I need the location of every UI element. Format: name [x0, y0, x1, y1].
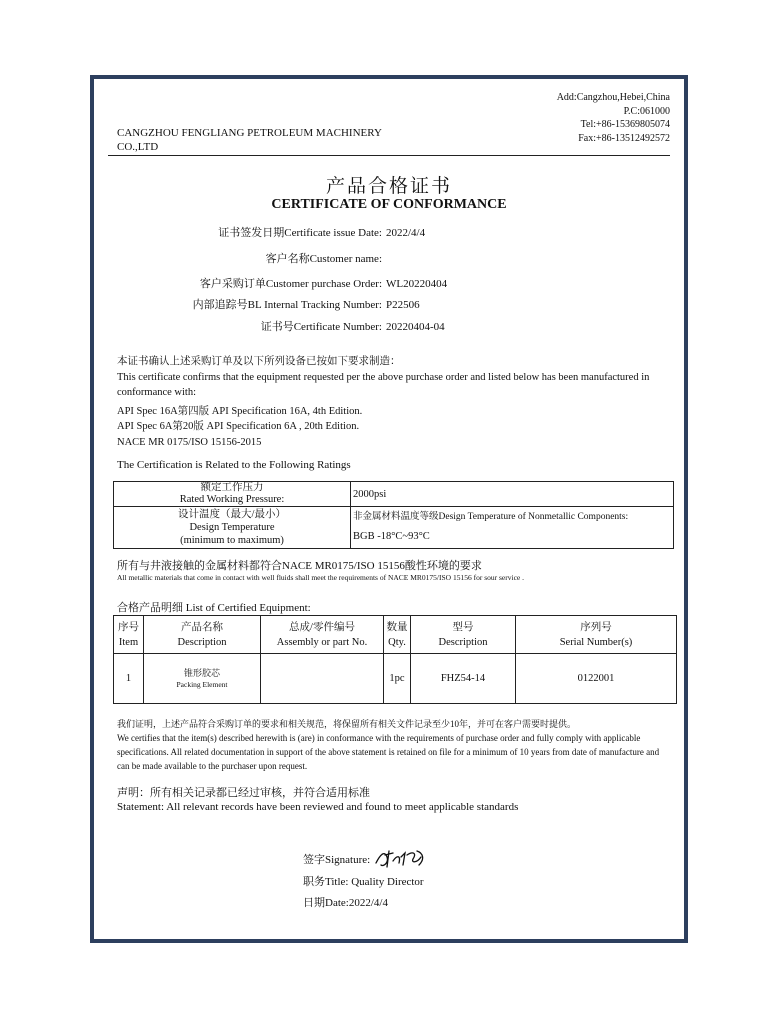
company-name: CANGZHOU FENGLIANG PETROLEUM MACHINERY CO.,LTD [117, 127, 382, 153]
date-line [303, 894, 388, 910]
nonmetal-label: 非金属材料温度等级Design Temperature of Nonmetallic Components: [353, 512, 629, 522]
row-item: 1 [114, 654, 144, 704]
signature-label: 签字Signature: [303, 854, 371, 867]
row-part-number [261, 654, 384, 704]
header-quantity: 数量 Qty. [384, 616, 411, 654]
temperature-label-range: (minimum to maximum) [180, 535, 284, 546]
fax-line: Fax:+86-13512492572 [578, 132, 670, 144]
certify-english: We certifies that the item(s) described herewith is (are) in conformance with the requirements of purchase order and fully comply with applicable specifications. All related documentation in support of the above statement is retained on file for a minimum of 10 years from date of manufacture and can be made available to the purchaser upon request. [117, 733, 660, 771]
statement-chinese: 声明：所有相关记录都已经过审核，并符合适用标准 [117, 787, 370, 799]
equipment-header-row [114, 616, 677, 654]
title-chinese: 产品合格证书 [325, 176, 452, 197]
header-serial: 序列号 Serial Number(s) [516, 616, 677, 654]
field-label: 客户名称Customer name: [265, 253, 382, 265]
postcode-line: P.C:061000 [623, 105, 670, 117]
title-english: CERTIFICATE OF CONFORMANCE [271, 197, 507, 212]
field-tracking-number [94, 296, 420, 312]
title-label: 职务Title: [303, 876, 349, 888]
header-part-number: 总成/零件编号 Assembly or part No. [261, 616, 384, 654]
title-line [303, 873, 424, 889]
company-address [557, 91, 670, 145]
field-purchase-order [94, 275, 447, 291]
pressure-label-cell [114, 482, 351, 507]
header-item: 序号 Item [114, 616, 144, 654]
certify-chinese: 我们证明，上述产品符合采购订单的要求和相关规范，将保留所有相关文件记录至少10年，并可在客户需要时提供。 [117, 719, 577, 729]
pressure-value: 2000psi [351, 482, 674, 507]
row-quantity: 1pc [384, 654, 411, 704]
header-divider [108, 155, 670, 156]
header-model: 型号 Description [411, 616, 516, 654]
ratings-table [113, 481, 674, 549]
title-value: Quality Director [351, 876, 424, 888]
temperature-value-cell [351, 507, 674, 549]
statement-english: Statement: All relevant records have been reviewed and found to meet applicable standards [117, 801, 519, 813]
table-row [114, 654, 677, 704]
row-description-en: Packing Element [176, 679, 228, 689]
intro-english: This certificate confirms that the equipment requested per the above purchase order and listed below has been manufactured in conformance with: [117, 371, 650, 398]
pressure-label-cn: 额定工作压力 [200, 482, 264, 493]
spec-16a: API Spec 16A第四版 API Specification 16A, 4th Edition. [117, 405, 363, 417]
field-value: 20220404-04 [386, 321, 445, 333]
nace-english: All metallic materials that come in contact with well fluids shall meet the requirements of NACE MR0175/ISO 15156 for sour service . [117, 573, 524, 582]
field-value: P22506 [386, 299, 420, 311]
certificate-frame [90, 75, 688, 943]
field-certificate-number [94, 318, 445, 334]
intro-section [117, 354, 657, 450]
spec-6a: API Spec 6A第20版 API Specification 6A , 20th Edition. [117, 421, 360, 432]
date-label: 日期Date: [303, 897, 349, 909]
field-label: 证书签发日期Certificate issue Date: [218, 227, 382, 239]
temperature-label-cell [114, 507, 351, 549]
row-description-cn: 锥形胶芯 [183, 667, 220, 678]
temperature-value: BGB -18°C~93°C [353, 531, 430, 542]
handwritten-signature [373, 847, 429, 874]
pressure-label-en: Rated Working Pressure: [179, 494, 285, 505]
row-serial: 0122001 [516, 654, 677, 704]
field-label: 证书号Certificate Number: [260, 321, 382, 333]
statement-section [117, 786, 518, 814]
field-issue-date [94, 224, 425, 240]
nace-chinese: 所有与井液接触的金属材料都符合NACE MR0175/ISO 15156酸性环境的要求 [117, 560, 482, 572]
temperature-label-cn: 设计温度（最大/最小） [178, 509, 286, 520]
field-customer-name [94, 250, 386, 266]
equipment-heading: 合格产品明细 List of Certified Equipment: [117, 602, 311, 614]
field-label: 客户采购订单Customer purchase Order: [199, 278, 382, 290]
row-model: FHZ54-14 [411, 654, 516, 704]
ratings-heading: The Certification is Related to the Following Ratings [117, 459, 351, 471]
signature-line [303, 847, 429, 874]
header-description: 产品名称 Description [144, 616, 261, 654]
field-label: 内部追踪号BL Internal Tracking Number: [192, 299, 382, 311]
certify-section [117, 717, 673, 773]
spec-nace: NACE MR 0175/ISO 15156-2015 [117, 436, 262, 448]
date-value: 2022/4/4 [348, 897, 388, 909]
field-value: 2022/4/4 [386, 227, 426, 239]
temperature-label-en: Design Temperature [189, 522, 275, 533]
equipment-table [113, 615, 677, 704]
row-description [144, 654, 261, 704]
field-value: WL20220404 [386, 278, 448, 290]
intro-chinese: 本证书确认上述采购订单及以下所列设备已按如下要求制造： [117, 356, 401, 367]
tel-line: Tel:+86-15369805074 [580, 119, 670, 130]
address-line: Add:Cangzhou,Hebei,China [556, 92, 670, 103]
